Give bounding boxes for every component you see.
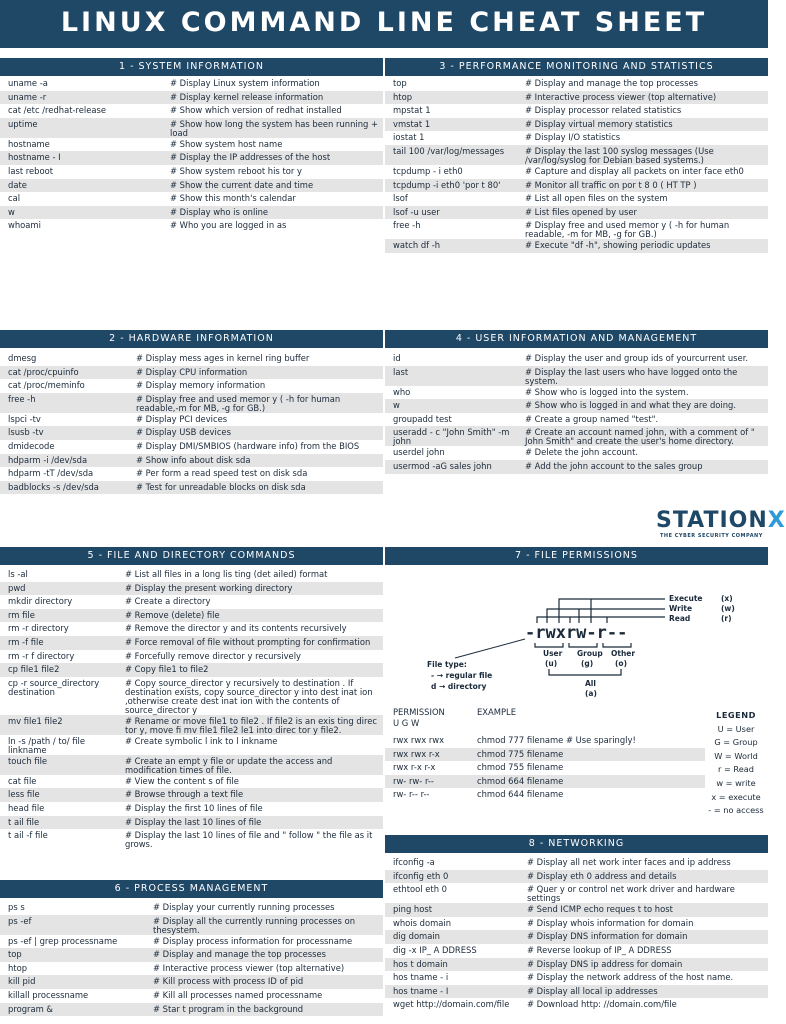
- command-row: [0, 118, 383, 138]
- command-row: [0, 901, 383, 915]
- command-row: [0, 104, 383, 118]
- label-user: User: [543, 649, 563, 658]
- command-description: # Display kernel release information: [170, 91, 324, 102]
- command-row: [385, 131, 768, 145]
- command-description: # Show how long the system has been running + load: [170, 118, 379, 138]
- command-text: mv file1 file2: [8, 715, 63, 726]
- command-text: useradd - c "John Smith" -m john: [393, 427, 510, 447]
- command-row: [0, 663, 383, 677]
- command-row: [0, 481, 383, 495]
- command-description: # Quer y or control net work driver and hardware settings: [527, 884, 735, 904]
- command-text: w: [393, 400, 400, 411]
- command-row: [0, 138, 383, 152]
- command-row: [0, 650, 383, 664]
- command-text: ifconfig eth 0: [393, 870, 449, 881]
- command-description: # Create an account named john, with a comment of " John Smith" and create the user's home directory.: [525, 427, 755, 447]
- command-text: cat /proc/cpuinfo: [8, 366, 79, 377]
- command-description: # Copy file1 to file2: [125, 664, 209, 675]
- command-text: whoami: [8, 220, 41, 231]
- command-row: [385, 870, 768, 884]
- command-row: [385, 734, 705, 748]
- label-read: Read: [669, 614, 691, 623]
- command-text: rw- rw- r--: [393, 775, 434, 786]
- command-text: last: [393, 366, 409, 377]
- command-text: vmstat 1: [393, 118, 431, 129]
- command-description: # Download http: //domain.com/file: [527, 999, 677, 1010]
- command-row: [385, 91, 768, 105]
- command-description: # Display your currently running processes: [153, 902, 335, 912]
- command-row: [385, 426, 768, 446]
- command-description: # Show info about disk sda: [136, 454, 251, 465]
- command-text: dig domain: [393, 931, 440, 942]
- code-execute: (x): [721, 594, 733, 603]
- command-row: [385, 883, 768, 903]
- command-row: [385, 761, 705, 775]
- command-text: groupadd test: [393, 413, 452, 424]
- command-text: hostname - I: [8, 152, 61, 163]
- command-description: # Display USB devices: [136, 427, 231, 438]
- command-description: # Remove the director y and its contents recursively: [125, 623, 347, 634]
- command-description: # Rename or move file1 to file2 . If file2 is an exis ting direc tor y, move fi mv file1 file2 le1 into direc tor y file2.: [125, 715, 378, 735]
- command-row: [385, 748, 705, 762]
- label-other: Other: [611, 649, 636, 658]
- command-text: wget http://domain.com/file: [393, 999, 510, 1010]
- command-row: [0, 393, 383, 413]
- command-row: [0, 948, 383, 962]
- command-text: last reboot: [8, 165, 54, 176]
- command-description: # Display the present working directory: [125, 582, 293, 593]
- command-row: [0, 151, 383, 165]
- section-system-information: [0, 58, 383, 233]
- command-row: [0, 568, 383, 582]
- command-row: [0, 915, 383, 935]
- command-description: # Create symbolic l ink to l inkname: [125, 735, 278, 746]
- command-text: tail 100 /var/log/messages: [393, 145, 505, 156]
- command-text: cp -r source_directory destination: [8, 677, 100, 697]
- command-row: [0, 77, 383, 91]
- command-row: [385, 192, 768, 206]
- command-text: hostname: [8, 138, 50, 149]
- logo-tagline: THE CYBER SECURITY COMPANY: [660, 533, 763, 539]
- command-text: watch df -h: [393, 240, 441, 251]
- command-text: uname -r: [8, 91, 47, 102]
- command-description: # Display DNS ip address for domain: [527, 958, 683, 969]
- command-text: hos tname - i: [393, 972, 449, 983]
- command-text: usermod -aG sales john: [393, 460, 492, 471]
- section-performance-monitoring: [385, 58, 768, 253]
- command-row: [385, 145, 768, 165]
- command-text: uptime: [8, 118, 38, 129]
- command-row: [385, 917, 768, 931]
- command-text: iostat 1: [393, 132, 425, 143]
- command-description: # List all open files on the system: [525, 193, 668, 204]
- command-text: ls -al: [8, 569, 28, 579]
- command-description: # Display the network address of the host name.: [527, 972, 734, 983]
- command-row: [0, 989, 383, 1003]
- command-text: cal: [8, 193, 21, 204]
- command-description: # Display CPU information: [136, 366, 248, 377]
- command-text: ifconfig -a: [393, 857, 435, 867]
- command-text: rwx r-x r-x: [393, 762, 436, 773]
- label-filetype: File type:: [427, 660, 467, 669]
- command-text: killall processname: [8, 989, 89, 1000]
- command-text: program &: [8, 1003, 53, 1014]
- col-ugw: U G W: [393, 718, 420, 728]
- command-description: # Show system reboot his tor y: [170, 165, 302, 176]
- command-row: [0, 454, 383, 468]
- command-description: # Display free and used memor y ( -h for human readable, -m for MB, -g for GB.): [525, 220, 730, 240]
- command-row: [0, 413, 383, 427]
- command-description: # Display the user and group ids of yourcurrent user.: [525, 353, 749, 363]
- command-row: [385, 352, 768, 366]
- command-text: mpstat 1: [393, 105, 431, 116]
- command-description: # Display and manage the top processes: [153, 949, 326, 960]
- command-text: rw- r-- r--: [393, 789, 430, 800]
- command-text: rwx rwx rwx: [393, 735, 445, 745]
- label-regular-file: - → regular file: [431, 671, 493, 680]
- command-row: [0, 192, 383, 206]
- command-row: [0, 440, 383, 454]
- command-description: # Show system host name: [170, 138, 283, 149]
- command-row: [385, 998, 768, 1012]
- command-text: top: [393, 78, 407, 88]
- section-title: 4 - USER INFORMATION AND MANAGEMENT: [385, 330, 768, 348]
- col-permission: PERMISSION: [393, 707, 445, 717]
- legend-item: G = Group: [714, 737, 758, 748]
- command-description: # Display the last 100 syslog messages (Use /var/log/syslog for Debian based systems.): [525, 145, 714, 165]
- command-text: hdparm -i /dev/sda: [8, 454, 88, 465]
- command-description: # Interactive process viewer (top alternative): [525, 91, 717, 102]
- command-text: lspci -tv: [8, 413, 41, 424]
- command-text: id: [393, 353, 401, 363]
- section-title: 3 - PERFORMANCE MONITORING AND STATISTICS: [385, 58, 768, 76]
- command-row: [385, 985, 768, 999]
- command-text: top: [8, 949, 22, 960]
- command-row: [385, 971, 768, 985]
- command-text: ps s: [8, 902, 25, 912]
- command-row: [385, 118, 768, 132]
- command-text: whois domain: [393, 917, 451, 928]
- section-title: 7 - FILE PERMISSIONS: [385, 547, 768, 565]
- command-description: # Display whois information for domain: [527, 917, 694, 928]
- command-row: [0, 595, 383, 609]
- command-description: # Display memory information: [136, 380, 266, 391]
- command-text: rm file: [8, 609, 35, 620]
- section-title: 6 - PROCESS MANAGEMENT: [0, 880, 383, 898]
- command-row: [0, 379, 383, 393]
- legend-item: w = write: [716, 777, 756, 788]
- section-title: 1 - SYSTEM INFORMATION: [0, 58, 383, 76]
- command-description: # Display and manage the top processes: [525, 78, 698, 88]
- command-row: [385, 788, 705, 802]
- command-row: [0, 426, 383, 440]
- section-networking: [385, 835, 768, 1012]
- command-description: # Force removal of file without prompting for confirmation: [125, 636, 371, 647]
- command-text: ethtool eth 0: [393, 884, 447, 895]
- command-description: # Display eth 0 address and details: [527, 870, 677, 881]
- command-description: # Execute "df -h", showing periodic updates: [525, 240, 711, 251]
- command-row: [0, 206, 383, 220]
- command-text: w: [8, 206, 15, 217]
- section-file-permissions: [385, 547, 768, 565]
- command-row: [385, 460, 768, 474]
- command-text: lsof: [393, 193, 408, 204]
- command-text: dmesg: [8, 353, 37, 363]
- command-description: # Add the john account to the sales group: [525, 460, 703, 471]
- label-write: Write: [669, 604, 693, 613]
- code-user: (u): [545, 659, 558, 668]
- section-title: 2 - HARDWARE INFORMATION: [0, 330, 383, 348]
- command-description: # Display DNS information for domain: [527, 931, 688, 942]
- command-row: [0, 775, 383, 789]
- command-description: # Create an empt y file or update the access and modification times of file.: [125, 755, 333, 775]
- command-row: [0, 582, 383, 596]
- command-description: # Who you are logged in as: [170, 220, 287, 231]
- command-description: # Kill process with process ID of pid: [153, 976, 304, 987]
- permission-diagram: [385, 565, 768, 705]
- command-description: # Show who is logged into the system.: [525, 386, 689, 397]
- command-text: ping host: [393, 904, 433, 915]
- command-text: mkdir directory: [8, 596, 73, 607]
- command-row: [0, 816, 383, 830]
- command-text: hos t domain: [393, 958, 448, 969]
- command-description: # Display Linux system information: [170, 78, 320, 88]
- command-text: lsof -u user: [393, 206, 440, 217]
- command-text: dig -x IP_ A DDRESS: [393, 944, 477, 955]
- command-row: [0, 962, 383, 976]
- label-execute: Execute: [669, 594, 703, 603]
- command-description: # Display all net work inter faces and ip address: [527, 857, 731, 867]
- command-row: [385, 386, 768, 400]
- section-user-management: [385, 330, 768, 474]
- command-text: ps -ef: [8, 915, 32, 926]
- command-row: [385, 958, 768, 972]
- command-text: rm -f file: [8, 636, 44, 647]
- command-row: [0, 735, 383, 755]
- code-group: (g): [581, 659, 594, 668]
- command-row: [0, 165, 383, 179]
- command-description: # Create a group named "test".: [525, 413, 659, 424]
- command-text: htop: [393, 91, 413, 102]
- command-row: [0, 179, 383, 193]
- command-description: # Remove (delete) file: [125, 609, 220, 620]
- command-description: # Display process information for processname: [153, 935, 353, 946]
- command-text: t ail -f file: [8, 830, 48, 841]
- command-text: pwd: [8, 582, 26, 593]
- command-description: # Display all local ip addresses: [527, 985, 658, 996]
- command-description: # View the content s of file: [125, 775, 239, 786]
- command-description: # Browse through a text file: [125, 789, 244, 800]
- command-text: cat /etc /redhat-release: [8, 105, 107, 116]
- command-text: cat file: [8, 775, 37, 786]
- page-title: LINUX COMMAND LINE CHEAT SHEET: [0, 0, 768, 48]
- command-text: touch file: [8, 755, 48, 766]
- section-hardware-information: [0, 330, 383, 494]
- command-text: cp file1 file2: [8, 664, 60, 675]
- command-description: # Create a directory: [125, 596, 211, 607]
- command-text: dmidecode: [8, 440, 55, 451]
- legend-item: r = Read: [717, 764, 754, 775]
- command-description: # Kill all processes named processname: [153, 989, 323, 1000]
- command-row: [385, 903, 768, 917]
- command-description: # Display the IP addresses of the host: [170, 152, 331, 163]
- command-row: [385, 239, 768, 253]
- command-row: [385, 179, 768, 193]
- command-row: [385, 930, 768, 944]
- command-text: free -h: [8, 393, 36, 404]
- command-row: [0, 622, 383, 636]
- logo-x-mark: X: [767, 508, 786, 533]
- permission-string: -rwxrw-r--: [525, 623, 628, 643]
- legend-item: W = World: [714, 750, 758, 761]
- command-description: # Test for unreadable blocks on disk sda: [136, 481, 306, 492]
- command-description: # Display the last 10 lines of file and " follow " the file as it grows.: [125, 830, 373, 850]
- command-text: htop: [8, 962, 28, 973]
- command-row: [385, 446, 768, 460]
- command-row: [0, 467, 383, 481]
- command-description: # Display PCI devices: [136, 413, 228, 424]
- command-description: # Capture and display all packets on inter face eth0: [525, 165, 744, 176]
- legend-title: LEGEND: [716, 710, 756, 720]
- command-row: [0, 715, 383, 735]
- command-description: # Display virtual memory statistics: [525, 118, 673, 129]
- command-description: # Send ICMP echo reques t to host: [527, 904, 673, 915]
- legend-item: x = execute: [711, 791, 761, 802]
- command-description: chmod 755 filename: [477, 762, 564, 773]
- section-file-directory-commands: [0, 547, 383, 849]
- command-text: tcpdump -i eth0 'por t 80': [393, 179, 501, 190]
- command-description: # Show which version of redhat installed: [170, 105, 342, 116]
- section-title: 5 - FILE AND DIRECTORY COMMANDS: [0, 547, 383, 565]
- command-text: kill pid: [8, 976, 36, 987]
- command-row: [385, 366, 768, 386]
- command-row: [0, 788, 383, 802]
- command-description: chmod 664 filename: [477, 775, 564, 786]
- command-row: [0, 802, 383, 816]
- command-description: # Display DMI/SMBIOS (hardware info) from the BIOS: [136, 440, 360, 451]
- command-row: [0, 1003, 383, 1017]
- command-description: # Display who is online: [170, 206, 269, 217]
- code-read: (r): [721, 614, 732, 623]
- stationx-logo: [656, 508, 786, 543]
- section-process-management: [0, 880, 383, 1016]
- command-row: [385, 944, 768, 958]
- command-text: free -h: [393, 220, 421, 231]
- command-text: who: [393, 386, 411, 397]
- command-row: [0, 677, 383, 715]
- command-row: [385, 77, 768, 91]
- code-other: (o): [615, 659, 628, 668]
- command-row: [0, 829, 383, 849]
- command-description: # Monitor all traffic on por t 8 0 ( HT TP ): [525, 179, 697, 190]
- command-description: # Display all the currently running processes on thesystem.: [153, 915, 355, 935]
- command-description: # Show the current date and time: [170, 179, 314, 190]
- command-description: # Display the last 10 lines of file: [125, 816, 262, 827]
- command-description: # Copy source_director y recursively to destination . If destination exists, copy source_director y into dest inat ion ,otherwise create dest inat ion with the contents of source_director y: [125, 677, 373, 715]
- command-row: [0, 91, 383, 105]
- command-text: hos tname - I: [393, 985, 449, 996]
- command-description: # Display the first 10 lines of file: [125, 802, 263, 813]
- command-description: # Delete the john account.: [525, 447, 639, 458]
- command-description: # Display free and used memor y ( -h for human readable,-m for MB, -g for GB.): [136, 393, 341, 413]
- command-row: [385, 165, 768, 179]
- command-text: date: [8, 179, 27, 190]
- command-row: [385, 104, 768, 118]
- command-description: # Display I/O statistics: [525, 132, 621, 143]
- command-text: rm -r directory: [8, 623, 69, 634]
- command-description: # Show who is logged in and what they are doing.: [525, 400, 737, 411]
- code-write: (w): [721, 604, 735, 613]
- section-title: 8 - NETWORKING: [385, 835, 768, 853]
- command-row: [0, 975, 383, 989]
- command-text: cat /proc/meminfo: [8, 380, 85, 391]
- permission-legend: [704, 709, 768, 818]
- command-row: [0, 755, 383, 775]
- command-description: # Star t program in the background: [153, 1003, 304, 1014]
- command-description: # Display processor related statistics: [525, 105, 682, 116]
- command-row: [0, 352, 383, 366]
- command-description: # Display mess ages in kernel ring buffer: [136, 353, 310, 363]
- command-text: uname -a: [8, 78, 48, 88]
- command-text: lsusb -tv: [8, 427, 44, 438]
- command-description: # Show this month's calendar: [170, 193, 296, 204]
- command-text: hdparm -tT /dev/sda: [8, 468, 94, 479]
- command-text: tcpdump - i eth0: [393, 165, 463, 176]
- command-row: [0, 219, 383, 233]
- command-description: # Display the last users who have logged onto the system.: [525, 366, 738, 386]
- command-description: # Interactive process viewer (top alternative): [153, 962, 345, 973]
- legend-item: - = no access: [708, 805, 764, 816]
- command-text: userdel john: [393, 447, 445, 458]
- command-description: chmod 777 filename # Use sparingly!: [477, 735, 636, 745]
- command-text: badblocks -s /dev/sda: [8, 481, 99, 492]
- permission-table: [385, 708, 705, 802]
- code-all: (a): [585, 689, 597, 698]
- command-row: [385, 856, 768, 870]
- command-text: t ail file: [8, 816, 40, 827]
- command-description: # Forcefully remove director y recursively: [125, 650, 301, 661]
- command-description: chmod 775 filename: [477, 748, 564, 759]
- command-text: ln -s /path / to/ file linkname: [8, 735, 85, 755]
- command-row: [385, 219, 768, 239]
- label-group: Group: [577, 649, 603, 658]
- command-description: chmod 644 filename: [477, 789, 564, 800]
- command-row: [0, 609, 383, 623]
- command-text: head file: [8, 802, 45, 813]
- label-directory: d → directory: [431, 682, 487, 691]
- command-description: # Per form a read speed test on disk sda: [136, 468, 308, 479]
- command-row: [385, 399, 768, 413]
- logo-wordmark: STATION: [656, 508, 768, 533]
- command-text: ps -ef | grep processname: [8, 935, 118, 946]
- command-row: [385, 775, 705, 789]
- command-text: rwx rwx r-x: [393, 748, 440, 759]
- label-all: All: [585, 679, 596, 688]
- legend-item: U = User: [717, 723, 755, 734]
- command-row: [0, 636, 383, 650]
- command-row: [385, 413, 768, 427]
- command-row: [0, 366, 383, 380]
- command-description: # Reverse lookup of IP_ A DDRESS: [527, 944, 672, 955]
- command-description: # List all files in a long lis ting (det ailed) format: [125, 569, 328, 579]
- command-text: rm -r f directory: [8, 650, 75, 661]
- command-row: [0, 935, 383, 949]
- command-text: less file: [8, 789, 40, 800]
- command-description: # List files opened by user: [525, 206, 637, 217]
- command-row: [385, 206, 768, 220]
- col-example: EXAMPLE: [477, 707, 516, 717]
